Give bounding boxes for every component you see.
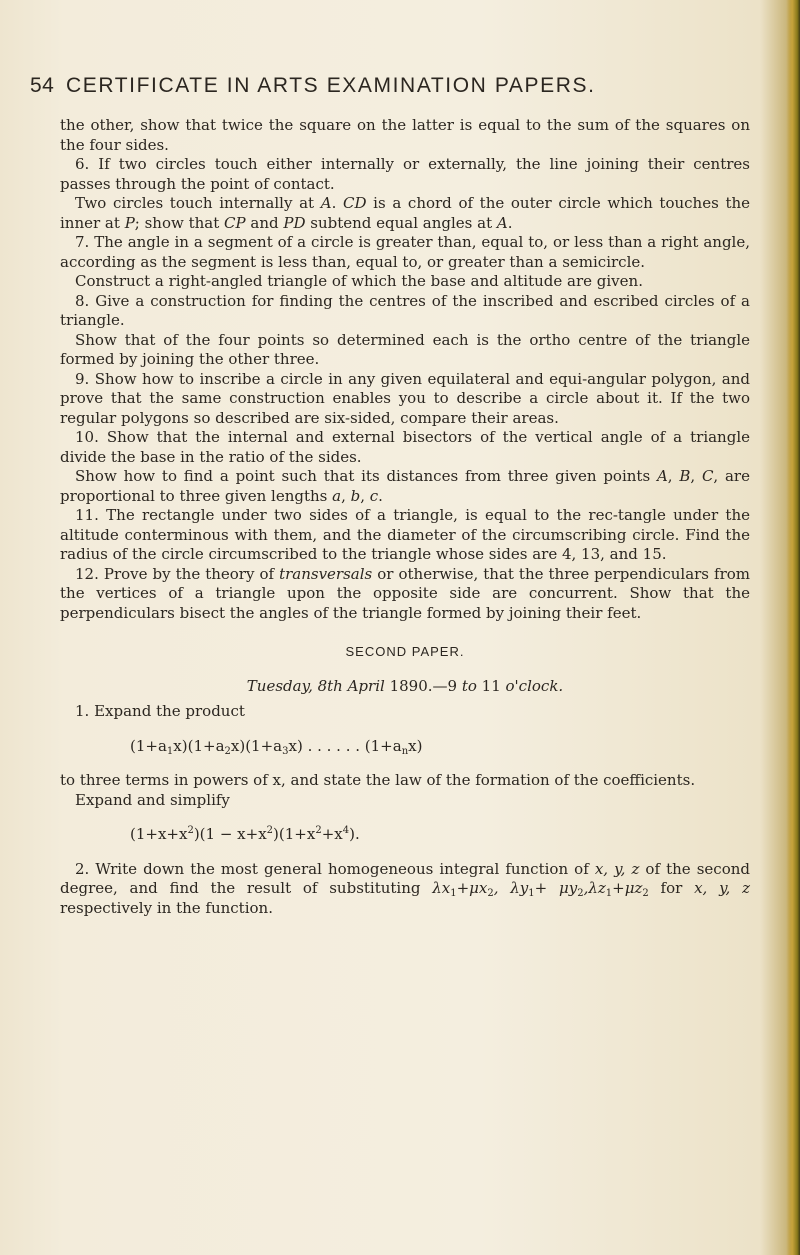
page-header <box>30 74 750 104</box>
paragraph-q7: 7. The angle in a segment of a circle is greater than, equal to, or less than a right angle, according as the segment is less than, equal to, or greater than a semicircle. <box>60 233 750 271</box>
equation-product: $(1+a_1x)(1+a_2x)(1+a_3x)$ . . . . . . $(1+a_nx)$ <box>130 736 423 757</box>
exam-date-line: Tuesday, 8th April 1890.—9 to 11 o'clock. <box>246 676 564 695</box>
running-title: CERTIFICATE IN ARTS EXAMINATION PAPERS. <box>66 74 596 97</box>
equation-simplify: $(1+x+x^2)(1 - x+x^2)(1+x^2+x^4)$. <box>130 825 360 843</box>
section-title: SECOND PAPER. <box>345 644 465 659</box>
paragraph-sp-q1: 1. Expand the product <box>75 702 245 720</box>
paragraph-sp-q1-expand: Expand and simplify <box>75 790 230 809</box>
body-text <box>60 116 750 918</box>
paragraph-sp-q2: 2. Write down the most general homogeneous integral function of x, y, z of the second degree, and find the result of substituting $\lambda x_1+\mu x_2$, $\lambda y_1+ \mu y_2,\lambda z_1+\mu z_2$ for x, y, z respectively in the function. <box>60 859 750 917</box>
paragraph-q10: 10. Show that the internal and external bisectors of the vertical angle of a triangle divide the base in the ratio of the sides. <box>60 428 750 466</box>
paragraph-sp-q1-cont: to three terms in powers of x, and state the law of the formation of the coefficients. <box>60 771 696 789</box>
paragraph-q6-part2: Two circles touch internally at A. CD is a chord of the outer circle which touches the inner at P; show that CP and PD subtend equal angles at A. <box>60 194 751 232</box>
paragraph-q5-continued: the other, show that twice the square on the latter is equal to the sum of the squares on the four sides. <box>60 116 750 154</box>
paragraph-q8-part2: Show that of the four points so determined each is the ortho centre of the triangle formed by joining the other three. <box>60 330 750 368</box>
paragraph-q11: 11. The rectangle under two sides of a triangle, is equal to the rec-tangle under the altitude conterminous with them, and the diameter of the circumscribing circle. Find the radius of the circle circumscribed to the triangle whose sides are 4, 13, and 15. <box>60 506 750 563</box>
paragraph-q12: 12. Prove by the theory of transversals or otherwise, that the three perpendiculars from the vertices of a triangle upon the opposite side are concurrent. Show that the perpendiculars bisect the angles of the triangle formed by joining their feet. <box>60 564 750 622</box>
page-number: 54 <box>30 74 55 97</box>
paragraph-q6: 6. If two circles touch either internally or externally, the line joining their centres passes through the point of contact. <box>60 155 750 193</box>
paragraph-q9: 9. Show how to inscribe a circle in any given equilateral and equi-angular polygon, and prove that the same construction enables you to describe a circle about it. If the two regular polygons so described are six-sided, compare their areas. <box>60 369 750 427</box>
page-edge-shadow <box>786 0 800 1255</box>
paragraph-q7-part2: Construct a right-angled triangle of which the base and altitude are given. <box>75 272 643 290</box>
paragraph-q10-part2: Show how to find a point such that its distances from three given points A, B, C, are proportional to three given lengths a, b, c. <box>60 467 750 505</box>
paragraph-q8: 8. Give a construction for finding the centres of the inscribed and escribed circles of a triangle. <box>60 291 750 329</box>
